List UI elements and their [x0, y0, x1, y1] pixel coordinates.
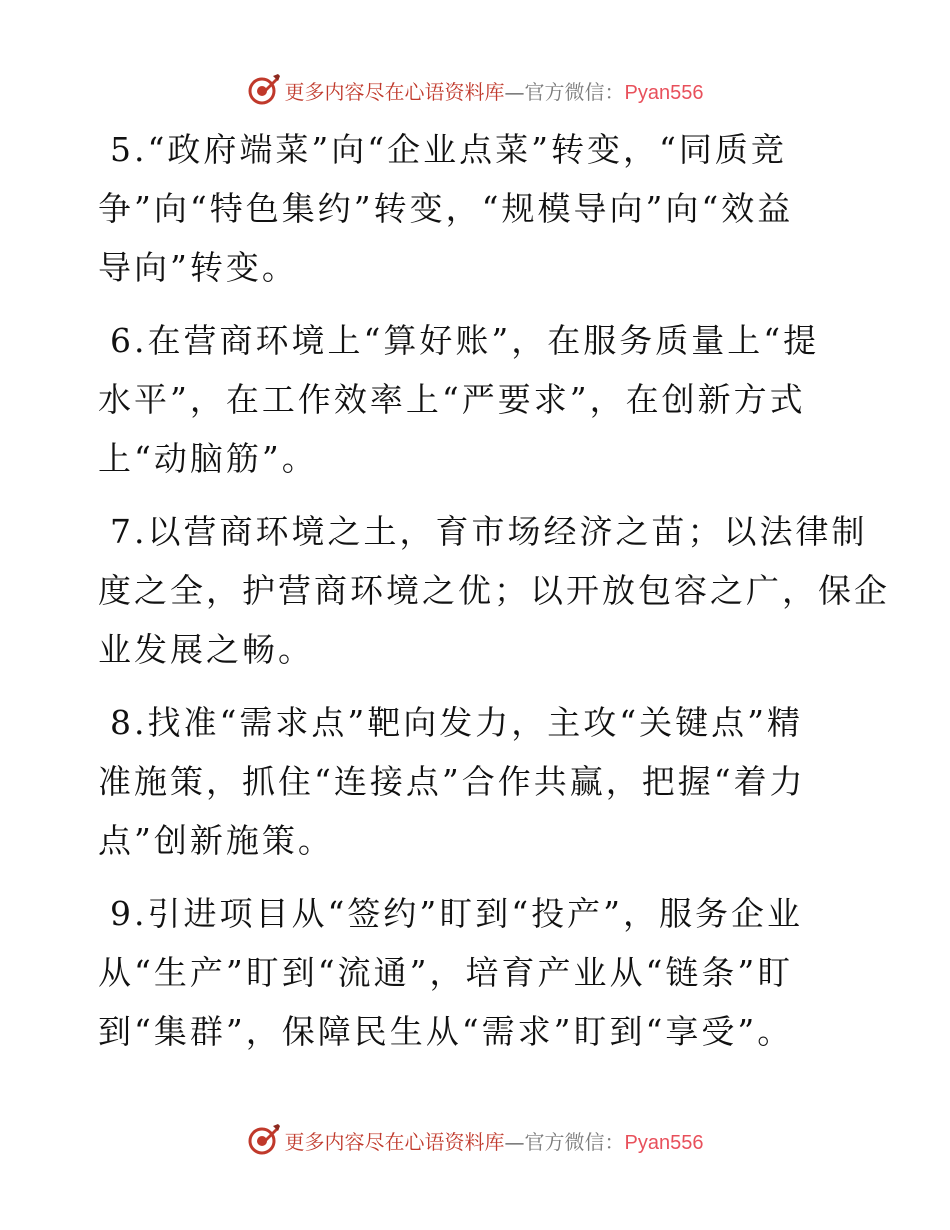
paragraph-8 [98, 693, 848, 870]
paragraph-number: 8. [110, 703, 148, 742]
paragraph-line: 在营商环境上“算好账”，在服务质量上“提 [147, 321, 820, 360]
paragraph-line: 上“动脑筋”。 [98, 439, 318, 478]
paragraph-number: 9. [110, 894, 148, 933]
document-body [98, 120, 890, 1075]
paragraph-5 [98, 120, 848, 297]
paragraph-number: 5. [110, 130, 148, 169]
paragraph-9 [98, 884, 848, 1061]
footer-site-text: 更多内容尽在心语资料库 [284, 1129, 505, 1154]
header-wechat-label: 官方微信： [524, 79, 625, 104]
footer-banner-text [285, 1126, 704, 1155]
footer-wechat-id: Pyan556 [624, 1131, 704, 1154]
footer-watermark [0, 1120, 950, 1160]
paragraph-line: 点”创新施策。 [98, 821, 334, 860]
paragraph-line: 度之全，护营商环境之优；以开放包容之广，保企 [98, 571, 890, 610]
paragraph-7 [98, 502, 890, 679]
paragraph-number: 7. [110, 512, 148, 551]
paragraph-line: 水平”，在工作效率上“严要求”，在创新方式 [98, 380, 806, 419]
paragraph-line: 找准“需求点”靶向发力，主攻“关键点”精 [147, 703, 803, 742]
header-site-text: 更多内容尽在心语资料库 [284, 79, 505, 104]
header-wechat-id: Pyan556 [624, 81, 704, 104]
logo-icon [247, 1123, 281, 1157]
paragraph-line: 准施策，抓住“连接点”合作共赢，把握“着力 [98, 762, 806, 801]
paragraph-line: 到“集群”，保障民生从“需求”盯到“享受”。 [98, 1012, 794, 1051]
paragraph-number: 6. [110, 321, 148, 360]
paragraph-line: 导向”转变。 [98, 248, 298, 287]
paragraph-line: 从“生产”盯到“流通”，培育产业从“链条”盯 [98, 953, 794, 992]
paragraph-6 [98, 311, 848, 488]
paragraph-line: 争”向“特色集约”转变，“规模导向”向“效益 [98, 189, 794, 228]
paragraph-line: 业发展之畅。 [98, 630, 314, 669]
footer-wechat-label: 官方微信： [524, 1129, 625, 1154]
header-separator: — [504, 79, 525, 104]
paragraph-line: “政府端菜”向“企业点菜”转变，“同质竞 [147, 130, 787, 169]
footer-separator: — [504, 1129, 525, 1154]
paragraph-line: 以营商环境之土，育市场经济之苗；以法律制 [147, 512, 868, 551]
paragraph-line: 引进项目从“签约”盯到“投产”，服务企业 [147, 894, 803, 933]
header-banner-text [285, 76, 704, 105]
header-watermark [0, 70, 950, 110]
logo-icon [247, 73, 281, 107]
